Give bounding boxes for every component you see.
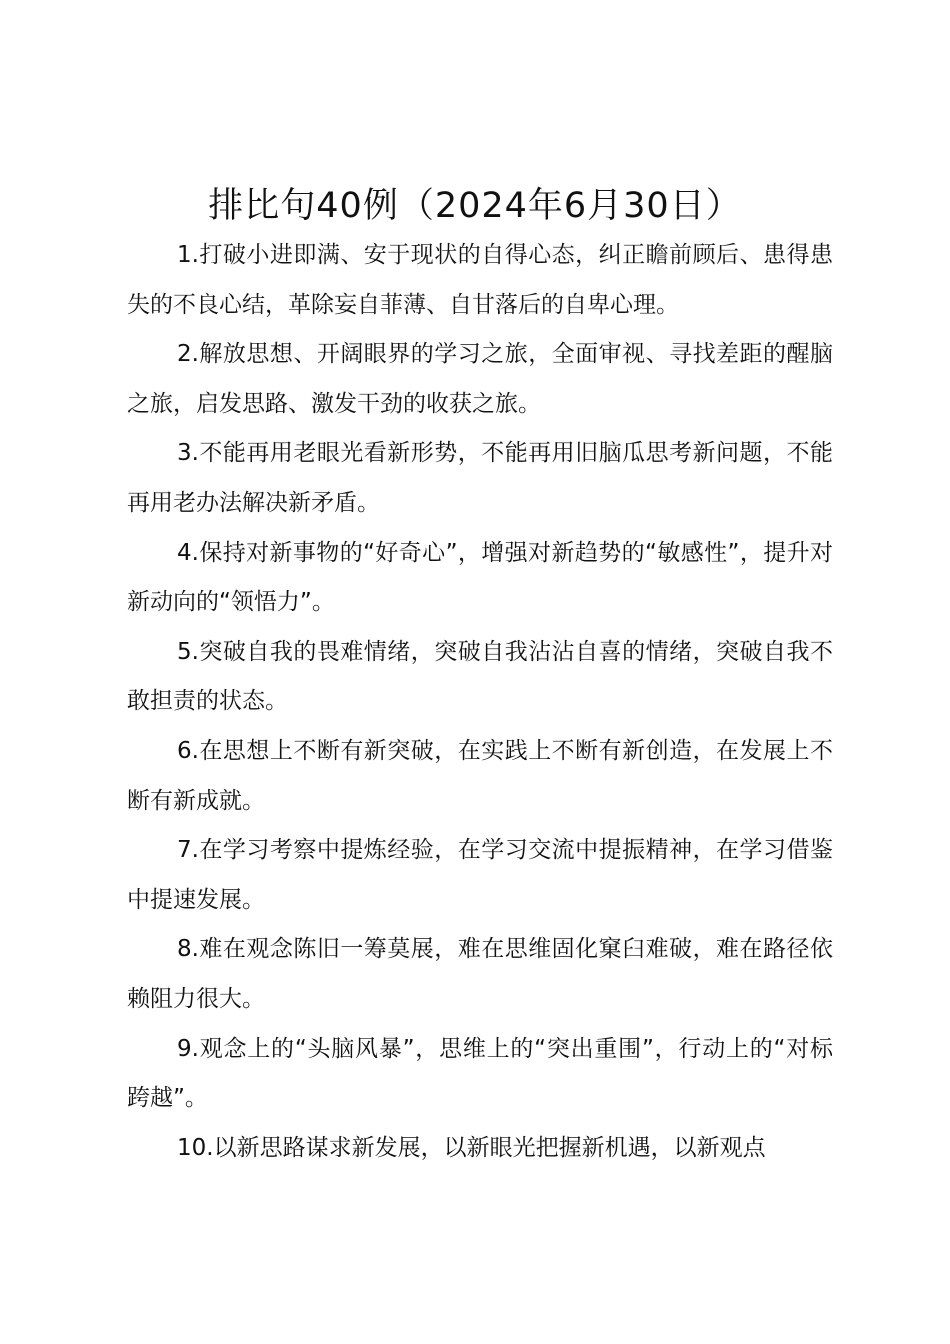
paragraph-10: 10.以新思路谋求新发展，以新眼光把握新机遇，以新观点 bbox=[177, 1134, 766, 1161]
paragraph-2: 2.解放思想、开阔眼界的学习之旅，全面审视、寻找差距的醒脑之旅，启发思路、激发干劲的收获之旅。 bbox=[127, 341, 833, 417]
paragraph-7: 7.在学习考察中提炼经验，在学习交流中提振精神，在学习借鉴中提速发展。 bbox=[127, 837, 833, 913]
document-title: 排比句40例（2024年6月30日） bbox=[208, 186, 742, 226]
paragraph-8: 8.难在观念陈旧一筹莫展，难在思维固化窠臼难破，难在路径依赖阻力很大。 bbox=[127, 936, 833, 1012]
document-body bbox=[127, 231, 833, 1173]
paragraph-1: 1.打破小进即满、安于现状的自得心态，纠正瞻前顾后、患得患失的不良心结，革除妄自菲薄、自甘落后的自卑心理。 bbox=[127, 242, 833, 318]
paragraph-5: 5.突破自我的畏难情绪，突破自我沾沾自喜的情绪，突破自我不敢担责的状态。 bbox=[127, 638, 833, 715]
paragraph-6: 6.在思想上不断有新突破，在实践上不断有新创造，在发展上不断有新成就。 bbox=[127, 737, 833, 814]
paragraph-3: 3.不能再用老眼光看新形势，不能再用旧脑瓜思考新问题，不能再用老办法解决新矛盾。 bbox=[127, 440, 833, 516]
paragraph-4: 4.保持对新事物的“好奇心”，增强对新趋势的“敏感性”，提升对新动向的“领悟力”。 bbox=[127, 539, 833, 616]
paragraph-9: 9.观念上的“头脑风暴”，思维上的“突出重围”，行动上的“对标跨越”。 bbox=[127, 1035, 833, 1112]
